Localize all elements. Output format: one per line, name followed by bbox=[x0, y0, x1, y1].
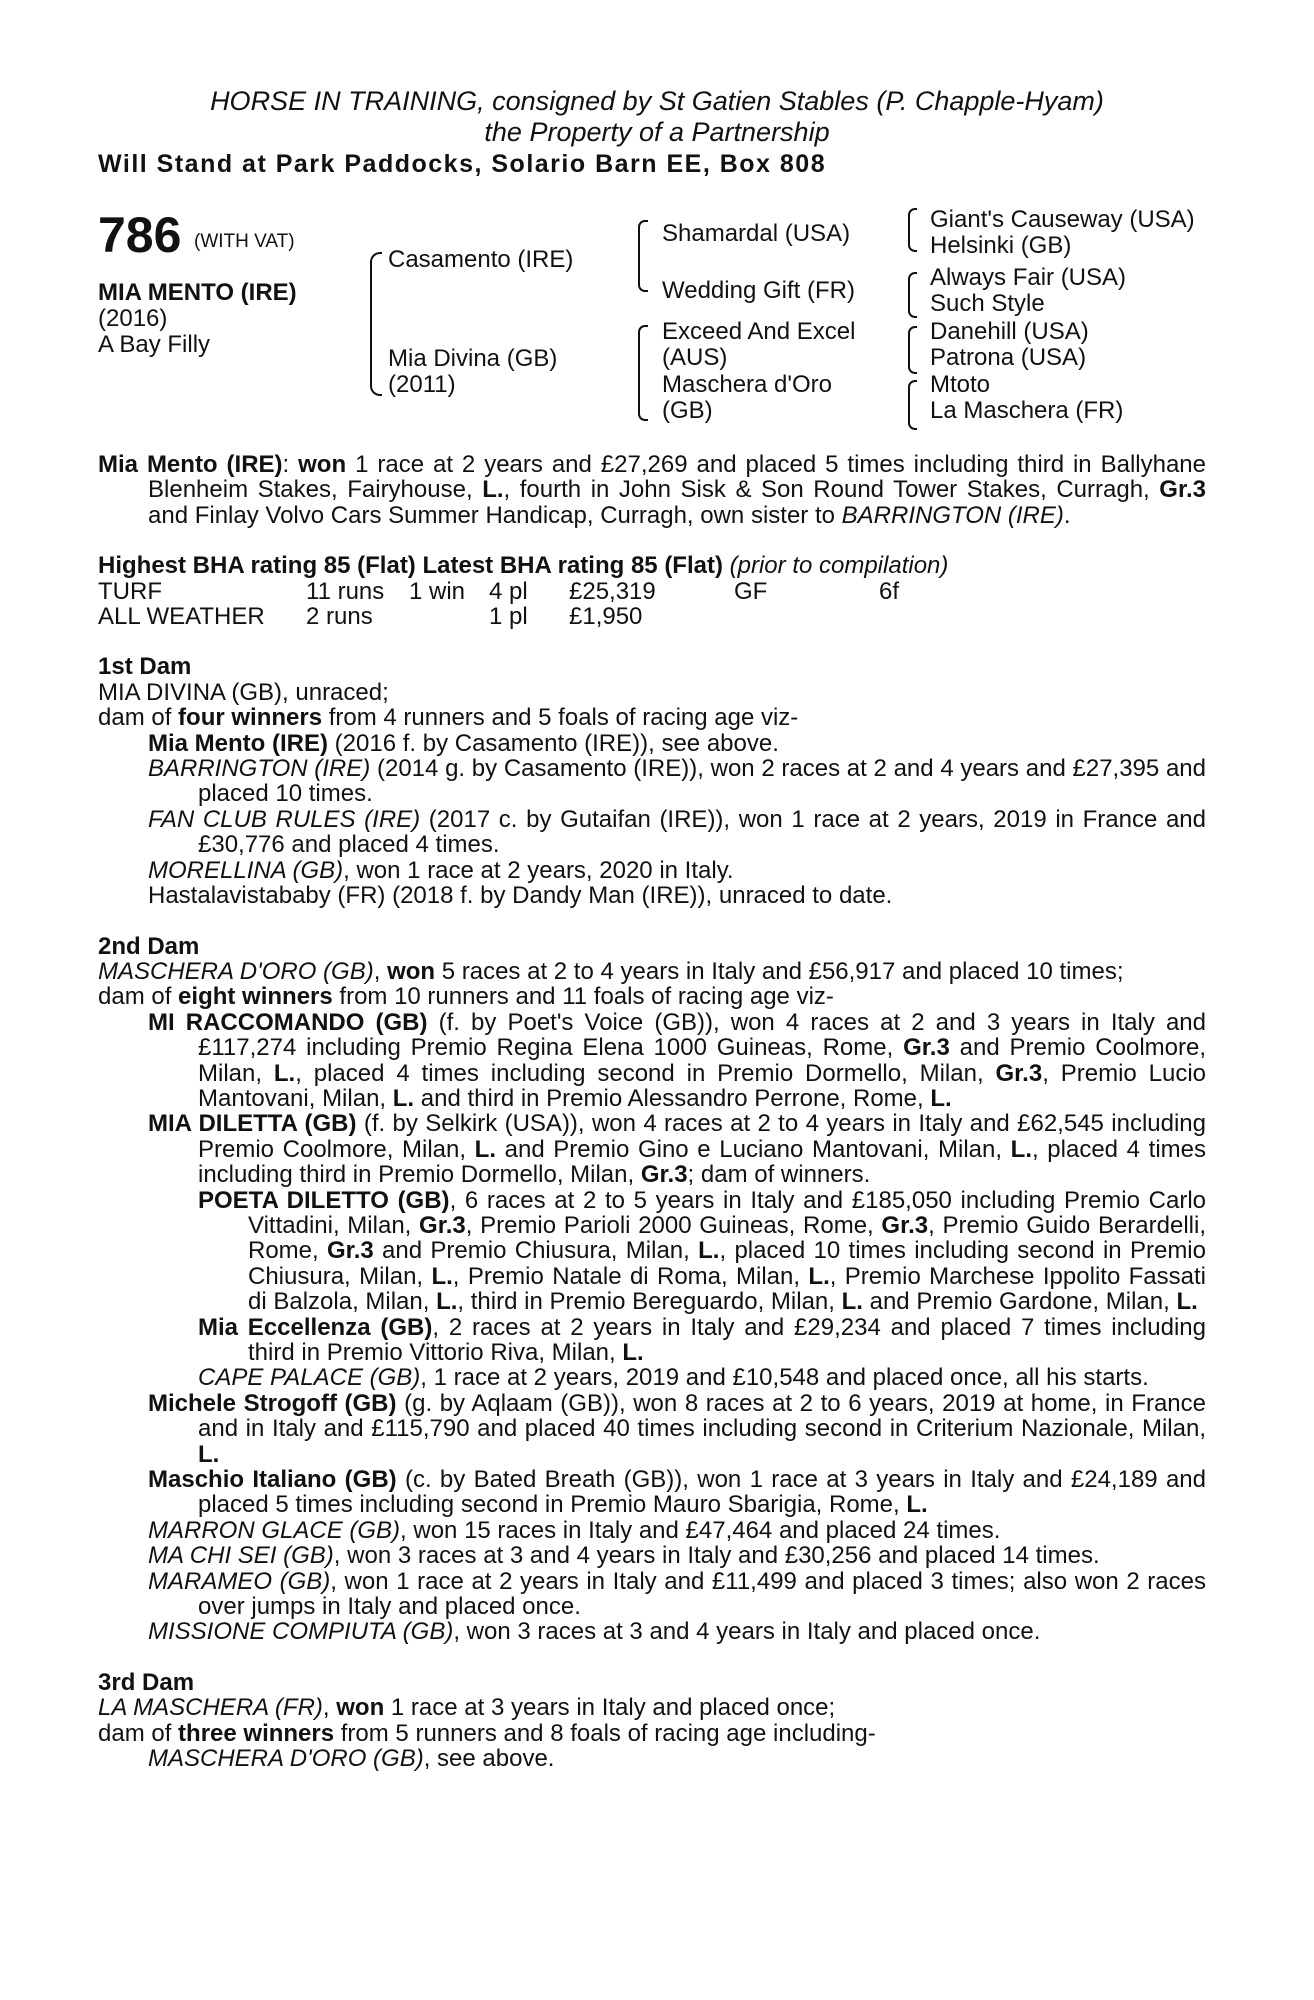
pedigree-sire: Casamento (IRE) bbox=[388, 246, 574, 273]
third-dam-heading: 3rd Dam bbox=[98, 1668, 195, 1696]
third-dam-line: LA MASCHERA (FR), won 1 race at 3 years in Italy and placed once; bbox=[98, 1694, 836, 1722]
pedigree-brace-ds bbox=[908, 326, 917, 374]
horse-year: (2016) bbox=[98, 305, 168, 332]
summary-end: . bbox=[1063, 501, 1071, 529]
header-location: Will Stand at Park Paddocks, Solario Barn EE, Box 808 bbox=[98, 150, 827, 178]
list-item: MA CHI SEI (GB), won 3 races at 3 and 4 years in Italy and £30,256 and placed 14 times. bbox=[148, 1542, 1100, 1570]
header-property: the Property of a Partnership bbox=[484, 117, 830, 147]
list-item: Michele Strogoff (GB) (g. by Aqlaam (GB)), won 8 races at 2 to 6 years, 2019 at home, in France and in Italy and £115,790 and placed 40 times including second in Criterium Nazionale, Milan, L. bbox=[148, 1389, 1206, 1468]
lot-vat: (WITH VAT) bbox=[194, 231, 295, 252]
pedigree-dam-year: (2011) bbox=[388, 371, 456, 398]
pedigree-ss-sire: Giant's Causeway (USA) bbox=[930, 206, 1195, 233]
bha-ratings bbox=[98, 553, 1206, 578]
pedigree-dam: Mia Divina (GB) bbox=[388, 345, 558, 372]
list-item: BARRINGTON (IRE) (2014 g. by Casamento (IRE)), won 2 races at 2 and 4 years and £27,395 and placed 10 times. bbox=[148, 755, 1207, 808]
list-item: Mia Mento (IRE) (2016 f. by Casamento (IRE)), see above. bbox=[148, 729, 779, 757]
list-item: CAPE PALACE (GB), 1 race at 2 years, 2019 and £10,548 and placed once, all his starts. bbox=[198, 1364, 1149, 1392]
record-cell: 6f bbox=[879, 577, 900, 605]
list-item: MI RACCOMANDO (GB) (f. by Poet's Voice (GB)), won 4 races at 2 and 3 years in Italy and £117,274 including Premio Regina Elena 1000 Guineas, Rome, Gr.3 and Premio Coolmore, Milan, L., placed 4 times including second in Premio Dormello, Milan, Gr.3, Premio Lucio Mantovani, Milan, L. and third in Premio Alessandro Perrone, Rome, L. bbox=[148, 1008, 1206, 1112]
second-dam-heading: 2nd Dam bbox=[98, 932, 200, 960]
summary-text3: and Finlay Volvo Cars Summer Handicap, Curragh, own sister to bbox=[148, 501, 842, 529]
pedigree-ss-dam: Helsinki (GB) bbox=[930, 232, 1072, 259]
pedigree-sd-dam: Such Style bbox=[930, 290, 1045, 317]
record-cell: ALL WEATHER bbox=[98, 603, 265, 631]
third-dam-produce: dam of three winners from 5 runners and 8 foals of racing age including- bbox=[98, 1719, 876, 1747]
list-item: Mia Eccellenza (GB), 2 races at 2 years in Italy and £29,234 and placed 7 times including third in Premio Vittorio Riva, Milan, L. bbox=[198, 1313, 1206, 1366]
first-dam-winners: four winners bbox=[178, 704, 323, 732]
list-item: MIA DILETTA (GB) (f. by Selkirk (USA)), won 4 races at 2 to 4 years in Italy and £62,545 including Premio Coolmore, Milan, L. and Premio Gino e Luciano Mantovani, Milan, L., placed 4 times including third in Premio Dormello, Milan, Gr.3; dam of winners. bbox=[148, 1110, 1206, 1189]
pedigree-brace-sire bbox=[638, 220, 648, 292]
list-item: MISSIONE COMPIUTA (GB), won 3 races at 3 and 4 years in Italy and placed once. bbox=[148, 1618, 1041, 1646]
record-cell: £1,950 bbox=[569, 603, 643, 631]
lot-number: 786 bbox=[98, 207, 182, 263]
race-summary: Mia Mento (IRE): won 1 race at 2 years and £27,269 and placed 5 times including third in Ballyhane Blenheim Stakes, Fairyhouse, L., fourth in John Sisk & Son Round Tower Stakes, Curragh, Gr.3 and Finlay Volvo Cars Summer Handicap, Curragh, own sister to BARRINGTON (IRE). bbox=[98, 451, 1206, 529]
summary-name: Mia Mento (IRE) bbox=[98, 451, 283, 478]
summary-listed: L. bbox=[482, 476, 504, 504]
pedigree-dam-sire-country: (AUS) bbox=[662, 344, 728, 371]
record-cell: 2 runs bbox=[306, 603, 373, 631]
pedigree-sire-sire: Shamardal (USA) bbox=[662, 220, 851, 247]
race-record-table bbox=[98, 579, 899, 630]
list-item: Maschio Italiano (GB) (c. by Bated Breath (GB)), won 1 race at 3 years in Italy and £24,189 and placed 5 times including second in Premio Mauro Sbarigia, Rome, L. bbox=[148, 1466, 1206, 1519]
pedigree-dd-sire: Mtoto bbox=[930, 371, 991, 398]
list-item: MARRON GLACE (GB), won 15 races in Italy and £47,464 and placed 24 times. bbox=[148, 1516, 1001, 1544]
table-row bbox=[98, 579, 899, 604]
record-cell: £25,319 bbox=[569, 577, 656, 605]
second-dam-produce: dam of eight winners from 10 runners and 11 foals of racing age viz- bbox=[98, 983, 834, 1011]
rating-highest: Highest BHA rating 85 (Flat) bbox=[98, 552, 416, 580]
pedigree-brace-dam bbox=[638, 325, 648, 421]
first-dam-line: MIA DIVINA (GB), unraced; bbox=[98, 678, 389, 706]
record-cell: GF bbox=[734, 577, 768, 605]
pedigree-brace-dd bbox=[908, 380, 917, 430]
pedigree-brace-ss bbox=[908, 208, 917, 252]
record-cell: TURF bbox=[98, 577, 162, 605]
summary-group3: Gr.3 bbox=[1159, 476, 1206, 504]
record-cell: 1 pl bbox=[489, 603, 528, 631]
pedigree-sd-sire: Always Fair (USA) bbox=[930, 264, 1127, 291]
list-item: MASCHERA D'ORO (GB), see above. bbox=[148, 1745, 555, 1773]
record-cell: 11 runs bbox=[306, 577, 385, 605]
second-dam-line: MASCHERA D'ORO (GB), won 5 races at 2 to 4 years in Italy and £56,917 and placed 10 times; bbox=[98, 957, 1124, 985]
pedigree-brace-sd bbox=[908, 272, 917, 318]
table-row bbox=[98, 604, 899, 629]
horse-description: A Bay Filly bbox=[98, 331, 211, 358]
first-dam-heading: 1st Dam bbox=[98, 653, 192, 681]
horse-name: MIA MENTO (IRE) bbox=[98, 279, 297, 306]
pedigree-ds-dam: Patrona (USA) bbox=[930, 344, 1087, 371]
header-consignor: HORSE IN TRAINING, consigned by St Gatien Stables (P. Chapple-Hyam) bbox=[210, 86, 1104, 116]
record-cell bbox=[734, 604, 879, 629]
rating-latest: Latest BHA rating 85 (Flat) bbox=[422, 552, 723, 580]
rating-note: (prior to compilation) bbox=[729, 552, 949, 580]
pedigree-brace-gen1 bbox=[370, 252, 382, 396]
summary-won: won bbox=[298, 451, 347, 478]
record-cell bbox=[409, 604, 489, 629]
record-cell: 4 pl bbox=[489, 577, 528, 605]
list-item: MARAMEO (GB), won 1 race at 2 years in Italy and £11,499 and placed 3 times; also won 2 races over jumps in Italy and placed once. bbox=[148, 1567, 1206, 1621]
record-cell bbox=[879, 604, 899, 629]
pedigree-ds-sire: Danehill (USA) bbox=[930, 318, 1089, 345]
pedigree-dam-dam: Maschera d'Oro bbox=[662, 371, 832, 398]
catalogue-body bbox=[98, 452, 1206, 1772]
pedigree-dd-dam: La Maschera (FR) bbox=[930, 397, 1124, 424]
summary-text1: 1 race at 2 years and £27,269 and placed 5 times including third in Ballyhane Blenheim Stakes, Fairyhouse, bbox=[148, 451, 1206, 504]
list-item: MORELLINA (GB), won 1 race at 2 years, 2020 in Italy. bbox=[148, 856, 734, 884]
pedigree-sire-dam: Wedding Gift (FR) bbox=[662, 277, 855, 304]
list-item: Hastalavistababy (FR) (2018 f. by Dandy Man (IRE)), unraced to date. bbox=[148, 882, 893, 910]
record-cell: 1 win bbox=[409, 577, 466, 605]
list-item: POETA DILETTO (GB), 6 races at 2 to 5 years in Italy and £185,050 including Premio Carlo Vittadini, Milan, Gr.3, Premio Parioli 2000 Guineas, Rome, Gr.3, Premio Guido Berardelli, Rome, Gr.3 and Premio Chiusura, Milan, L., placed 10 times including second in Premio Chiusura, Milan, L., Premio Natale di Roma, Milan, L., Premio Marchese Ippolito Fassati di Balzola, Milan, L., third in Premio Bereguardo, Milan, L. and Premio Gardone, Milan, L. bbox=[198, 1186, 1207, 1316]
pedigree-dam-dam-country: (GB) bbox=[662, 397, 713, 424]
first-dam-produce: dam of four winners from 4 runners and 5 foals of racing age viz- bbox=[98, 704, 799, 732]
pedigree-dam-sire: Exceed And Excel bbox=[662, 318, 856, 345]
summary-sister: BARRINGTON (IRE) bbox=[841, 501, 1064, 529]
list-item: FAN CLUB RULES (IRE) (2017 c. by Gutaifan (IRE)), won 1 race at 2 years, 2019 in France and £30,776 and placed 4 times. bbox=[148, 805, 1206, 859]
summary-text2: , fourth in John Sisk & Son Round Tower Stakes, Curragh, bbox=[503, 476, 1160, 504]
